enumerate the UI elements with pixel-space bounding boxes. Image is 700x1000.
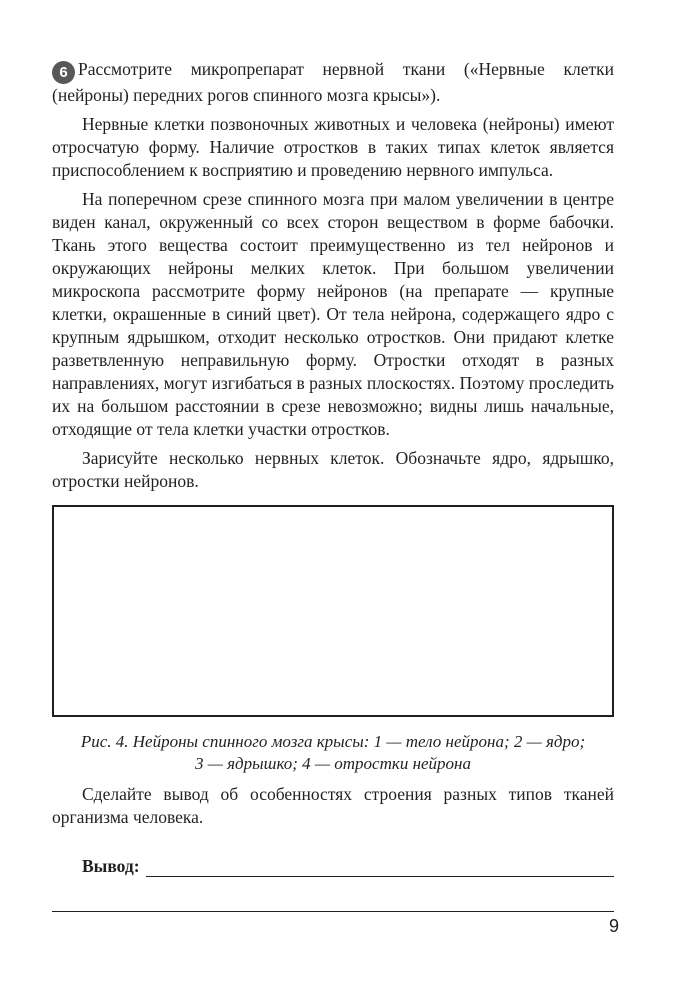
conclusion-instruction: Сделайте вывод об особенностях строения разных типов тканей организма человека. <box>52 784 614 827</box>
figure-caption <box>52 731 614 775</box>
figure-caption-line-1: Рис. 4. Нейроны спинного мозга крысы: 1 — тело нейрона; 2 — ядро; <box>80 732 586 751</box>
conclusion-answer-line-2[interactable] <box>52 901 614 912</box>
paragraph-spinal-cord-section: На поперечном срезе спинного мозга при малом увеличении в центре виден канал, окруженный со всех сторон веществом в форме бабочки. Ткань этого вещества состоит преимущественно из тел нейронов и окружающих нейроны мелких клеток. При большом увеличении микроскопа рассмотрите форму нейронов (на препарате — крупные клетки, окрашенные в синий цвет). От тела нейрона, содержащего ядро с крупным ядрышком, отходит несколько отростков. Они придают клетке разветвленную неправильную форму. Отростки отходят в разных направлениях, могут изгибаться в разных плоскостях. Поэтому проследить их на большом расстоянии в срезе невозможно; видны лишь начальные, отходящие от тела клетки участки отростков. <box>52 189 614 439</box>
task-number-badge: 6 <box>52 61 75 84</box>
conclusion-label: Вывод: <box>82 856 140 876</box>
conclusion-row <box>52 853 614 877</box>
figure-caption-line-2: 3 — ядрышко; 4 — отростки нейрона <box>194 754 471 773</box>
drawing-box[interactable] <box>52 505 614 717</box>
paragraph-neuron-shape: Нервные клетки позвоночных животных и человека (нейроны) имеют отросчатую форму. Наличие отростков в таких типах клеток является приспособлением к восприятию и проведению нервного импульса. <box>52 114 614 180</box>
paragraph-drawing-instruction: Зарисуйте несколько нервных клеток. Обозначьте ядро, ядрышко, отростки нейронов. <box>52 448 614 491</box>
task-intro-text: Рассмотрите микропрепарат нервной ткани («Нервные клетки (нейроны) передних рогов спинного мозга крысы»). <box>52 59 614 105</box>
conclusion-answer-line-1[interactable] <box>146 858 614 877</box>
task-intro <box>52 58 614 107</box>
workbook-page <box>52 58 614 912</box>
page-number: 9 <box>608 916 619 936</box>
